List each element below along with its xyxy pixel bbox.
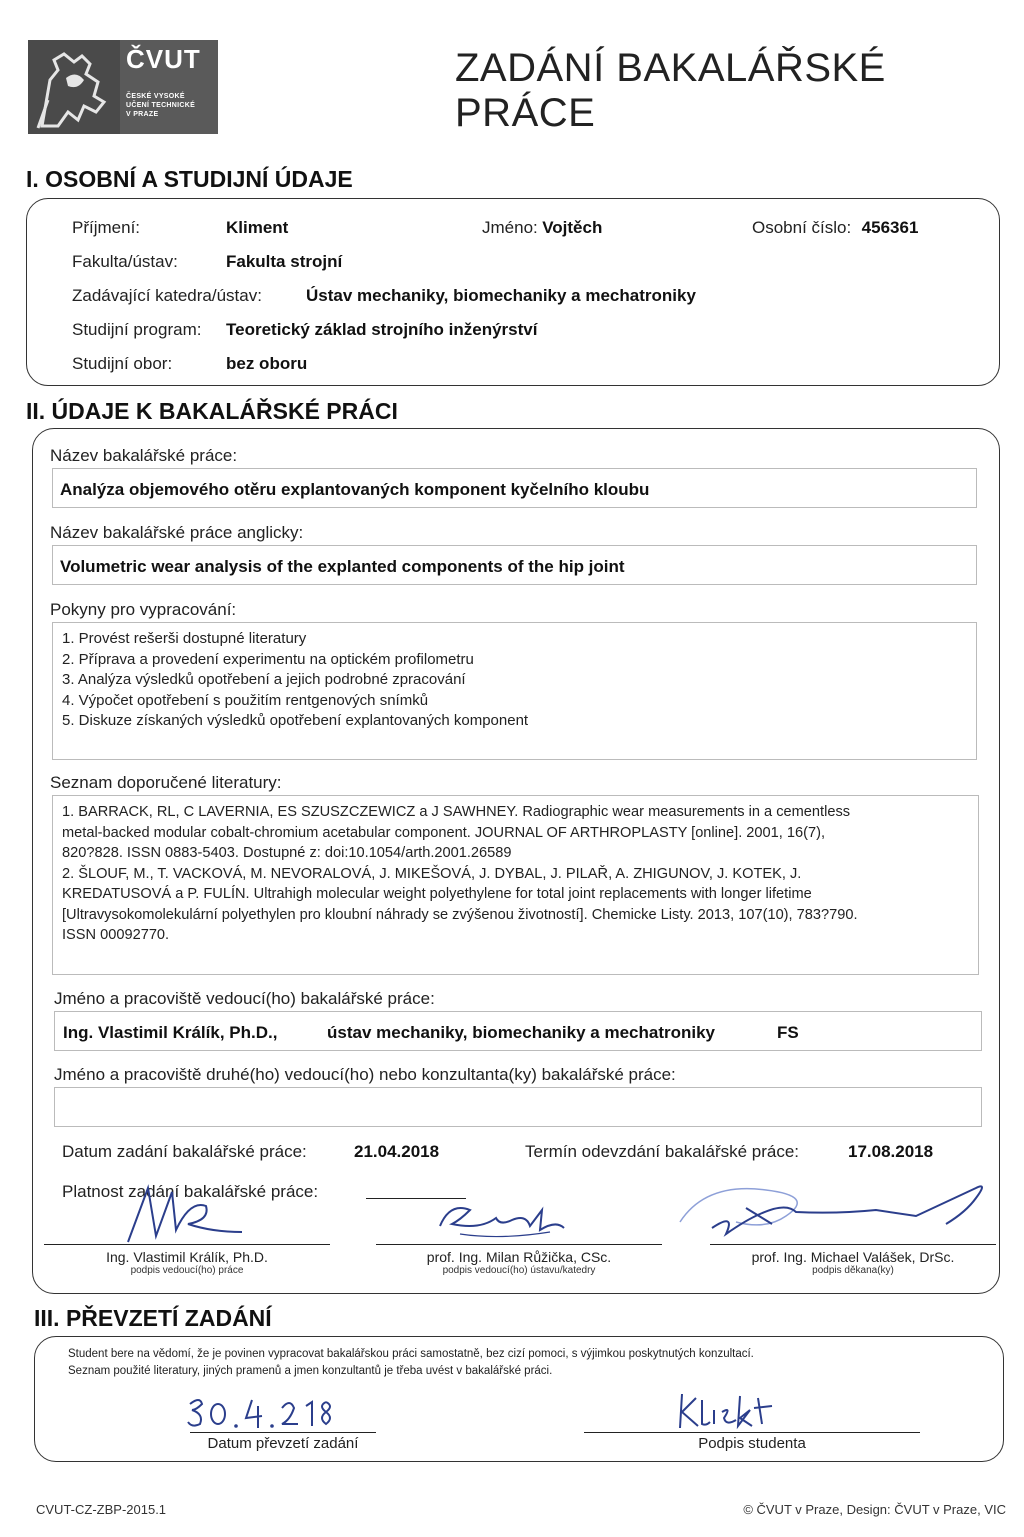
- lion-emblem-icon: [28, 40, 120, 134]
- name-value: Vojtěch: [542, 218, 603, 237]
- second-supervisor-label: Jméno a pracoviště druhé(ho) vedoucí(ho) nebo konzultanta(ky) bakalářské práce:: [54, 1065, 676, 1084]
- section-2-heading: II. ÚDAJE K BAKALÁŘSKÉ PRÁCI: [26, 398, 398, 424]
- thesis-title-en-value: Volumetric wear analysis of the explanted components of the hip joint: [60, 557, 625, 576]
- literature-label: Seznam doporučené literatury:: [50, 773, 282, 792]
- logo-sub-line: ČESKÉ VYSOKÉ: [126, 93, 185, 100]
- signature-block-head: [376, 1249, 662, 1276]
- dept-label: Zadávající katedra/ústav:: [72, 286, 262, 305]
- list-item: 1. BARRACK, RL, C LAVERNIA, ES SZUSZCZEWICZ a J SAWHNEY. Radiographic wear measurements in a cementless: [62, 804, 851, 820]
- cvut-logo: [28, 40, 218, 134]
- supervisor-name: Ing. Vlastimil Králík, Ph.D.,: [63, 1023, 278, 1042]
- list-item: 3. Analýza výsledků opotřebení a jejich podrobné zpracování: [62, 671, 466, 688]
- personal-id-row: [752, 218, 918, 238]
- logo-sub-line: V PRAZE: [126, 111, 159, 118]
- section-1-heading: I. OSOBNÍ A STUDIJNÍ ÚDAJE: [26, 166, 353, 192]
- field-label: Studijní obor:: [72, 354, 173, 373]
- deadline-value: 17.08.2018: [848, 1142, 934, 1161]
- list-item: 5. Diskuze získaných výsledků opotřebení explantovaných komponent: [62, 712, 529, 729]
- supervisor-dept: ústav mechaniky, biomechaniky a mechatroniky: [327, 1023, 716, 1042]
- signature-role: podpis vedoucí(ho) práce: [130, 1265, 244, 1276]
- signature-name: Ing. Vlastimil Králík, Ph.D.: [106, 1249, 268, 1265]
- logo-sub-line: UČENÍ TECHNICKÉ: [126, 102, 196, 109]
- supervisor-label: Jméno a pracoviště vedoucí(ho) bakalářské práce:: [54, 989, 435, 1008]
- literature-field: [52, 795, 979, 975]
- field-value: bez oboru: [226, 354, 308, 373]
- surname-value: Kliment: [226, 218, 289, 237]
- student-signature-label: Podpis studenta: [698, 1435, 806, 1452]
- acceptance-note-line: Seznam použité literatury, jiných pramenů a jmen konzultantů je třeba uvést v bakalářské práci.: [68, 1365, 553, 1377]
- list-item: [Ultravysokomolekulární polyethylen pro kloubní náhrady se zvýšenou životností]. Chemicke Listy. 2013, 107(10), 783?790.: [62, 906, 858, 923]
- dean-signature-icon: [676, 1172, 996, 1248]
- logo-text: [120, 40, 218, 134]
- faculty-value: Fakulta strojní: [226, 252, 343, 271]
- signature-line: [710, 1244, 996, 1245]
- thesis-title-label: Název bakalářské práce:: [50, 446, 238, 465]
- surname-label: Příjmení:: [72, 218, 141, 237]
- assign-date-value: 21.04.2018: [354, 1142, 440, 1161]
- form-code: CVUT-CZ-ZBP-2015.1: [36, 1502, 167, 1517]
- list-item: metal-backed modular cobalt-chromium acetabular component. JOURNAL OF ARTHROPLASTY [online]. 2001, 16(7),: [62, 824, 826, 841]
- signature-role: podpis vedoucí(ho) ústavu/katedry: [442, 1265, 596, 1276]
- supervisor-signature-icon: [110, 1180, 250, 1246]
- section-3-heading: III. PŘEVZETÍ ZADÁNÍ: [34, 1305, 272, 1331]
- list-item: 4. Výpočet opotřebení s použitím rentgenových snímků: [62, 691, 429, 709]
- signature-name: prof. Ing. Milan Růžička, CSc.: [426, 1249, 612, 1265]
- acceptance-date-label: Datum převzetí zadání: [207, 1435, 359, 1452]
- validity-label: Platnost zadání bakalářské práce:: [62, 1182, 319, 1201]
- signature-block-dean: [710, 1249, 996, 1276]
- logo-subtitle: [126, 92, 212, 119]
- thesis-title-en-label: Název bakalářské práce anglicky:: [50, 523, 304, 542]
- head-signature-icon: [430, 1196, 580, 1242]
- acceptance-note: [68, 1346, 754, 1380]
- signature-name: prof. Ing. Michael Valášek, DrSc.: [751, 1249, 955, 1265]
- supervisor-field: [54, 1011, 982, 1051]
- list-item: KREDATUSOVÁ a P. FULÍN. Ultrahigh molecular weight polyethylene for total joint replacements with longer lifetime: [62, 886, 812, 902]
- thesis-title-field: [52, 468, 977, 508]
- faculty-label: Fakulta/ústav:: [72, 252, 178, 271]
- program-value: Teoretický základ strojního inženýrství: [226, 320, 538, 339]
- supervisor-faculty: FS: [777, 1023, 799, 1042]
- acceptance-note-line: Student bere na vědomí, že je povinen vypracovat bakalářskou práci samostatně, bez cizí pomoci, s výjimkou poskytnutých konzultací.: [68, 1348, 754, 1360]
- second-supervisor-field: [54, 1087, 982, 1127]
- copyright: © ČVUT v Praze, Design: ČVUT v Praze, VIC: [743, 1502, 1006, 1517]
- document-title: ZADÁNÍ BAKALÁŘSKÉ PRÁCE: [455, 46, 886, 135]
- date-line: [190, 1432, 376, 1433]
- list-item: 1. Provést rešerši dostupné literatury: [62, 630, 307, 647]
- list-item: 2. ŠLOUF, M., T. VACKOVÁ, M. NEVORALOVÁ, J. MIKEŠOVÁ, J. DYBAL, J. PILAŘ, A. ZHIGUNOV, J. KOTEK, J.: [62, 865, 802, 882]
- signature-block-supervisor: [44, 1249, 330, 1276]
- program-label: Studijní program:: [72, 320, 202, 339]
- student-signature-line: [584, 1432, 920, 1433]
- list-item: 2. Příprava a provedení experimentu na optickém profilometru: [62, 650, 474, 668]
- instructions-list: [62, 629, 528, 732]
- student-signature-icon: [676, 1388, 796, 1434]
- name-row: [482, 218, 602, 238]
- signature-line: [376, 1244, 662, 1245]
- signature-line: [44, 1244, 330, 1245]
- signature-role: podpis děkana(ky): [812, 1265, 894, 1276]
- logo-name: ČVUT: [126, 44, 201, 74]
- list-item: 820?828. ISSN 0883-5403. Dostupné z: doi:10.1054/arth.2001.26589: [62, 845, 512, 861]
- personal-id-label: Osobní číslo:: [752, 218, 852, 237]
- literature-list: [62, 802, 858, 946]
- handwritten-date-icon: [186, 1392, 336, 1434]
- personal-id-value: 456361: [861, 218, 919, 237]
- thesis-title-value: Analýza objemového otěru explantovaných komponent kyčelního kloubu: [60, 480, 650, 499]
- instructions-field: [52, 622, 977, 760]
- list-item: ISSN 00092770.: [62, 927, 170, 943]
- dept-value: Ústav mechaniky, biomechaniky a mechatroniky: [306, 286, 696, 305]
- deadline-label: Termín odevzdání bakalářské práce:: [525, 1142, 800, 1161]
- thesis-title-en-field: [52, 545, 977, 585]
- assign-date-label: Datum zadání bakalářské práce:: [62, 1142, 307, 1161]
- instructions-label: Pokyny pro vypracování:: [50, 600, 237, 619]
- name-label: Jméno:: [482, 218, 538, 237]
